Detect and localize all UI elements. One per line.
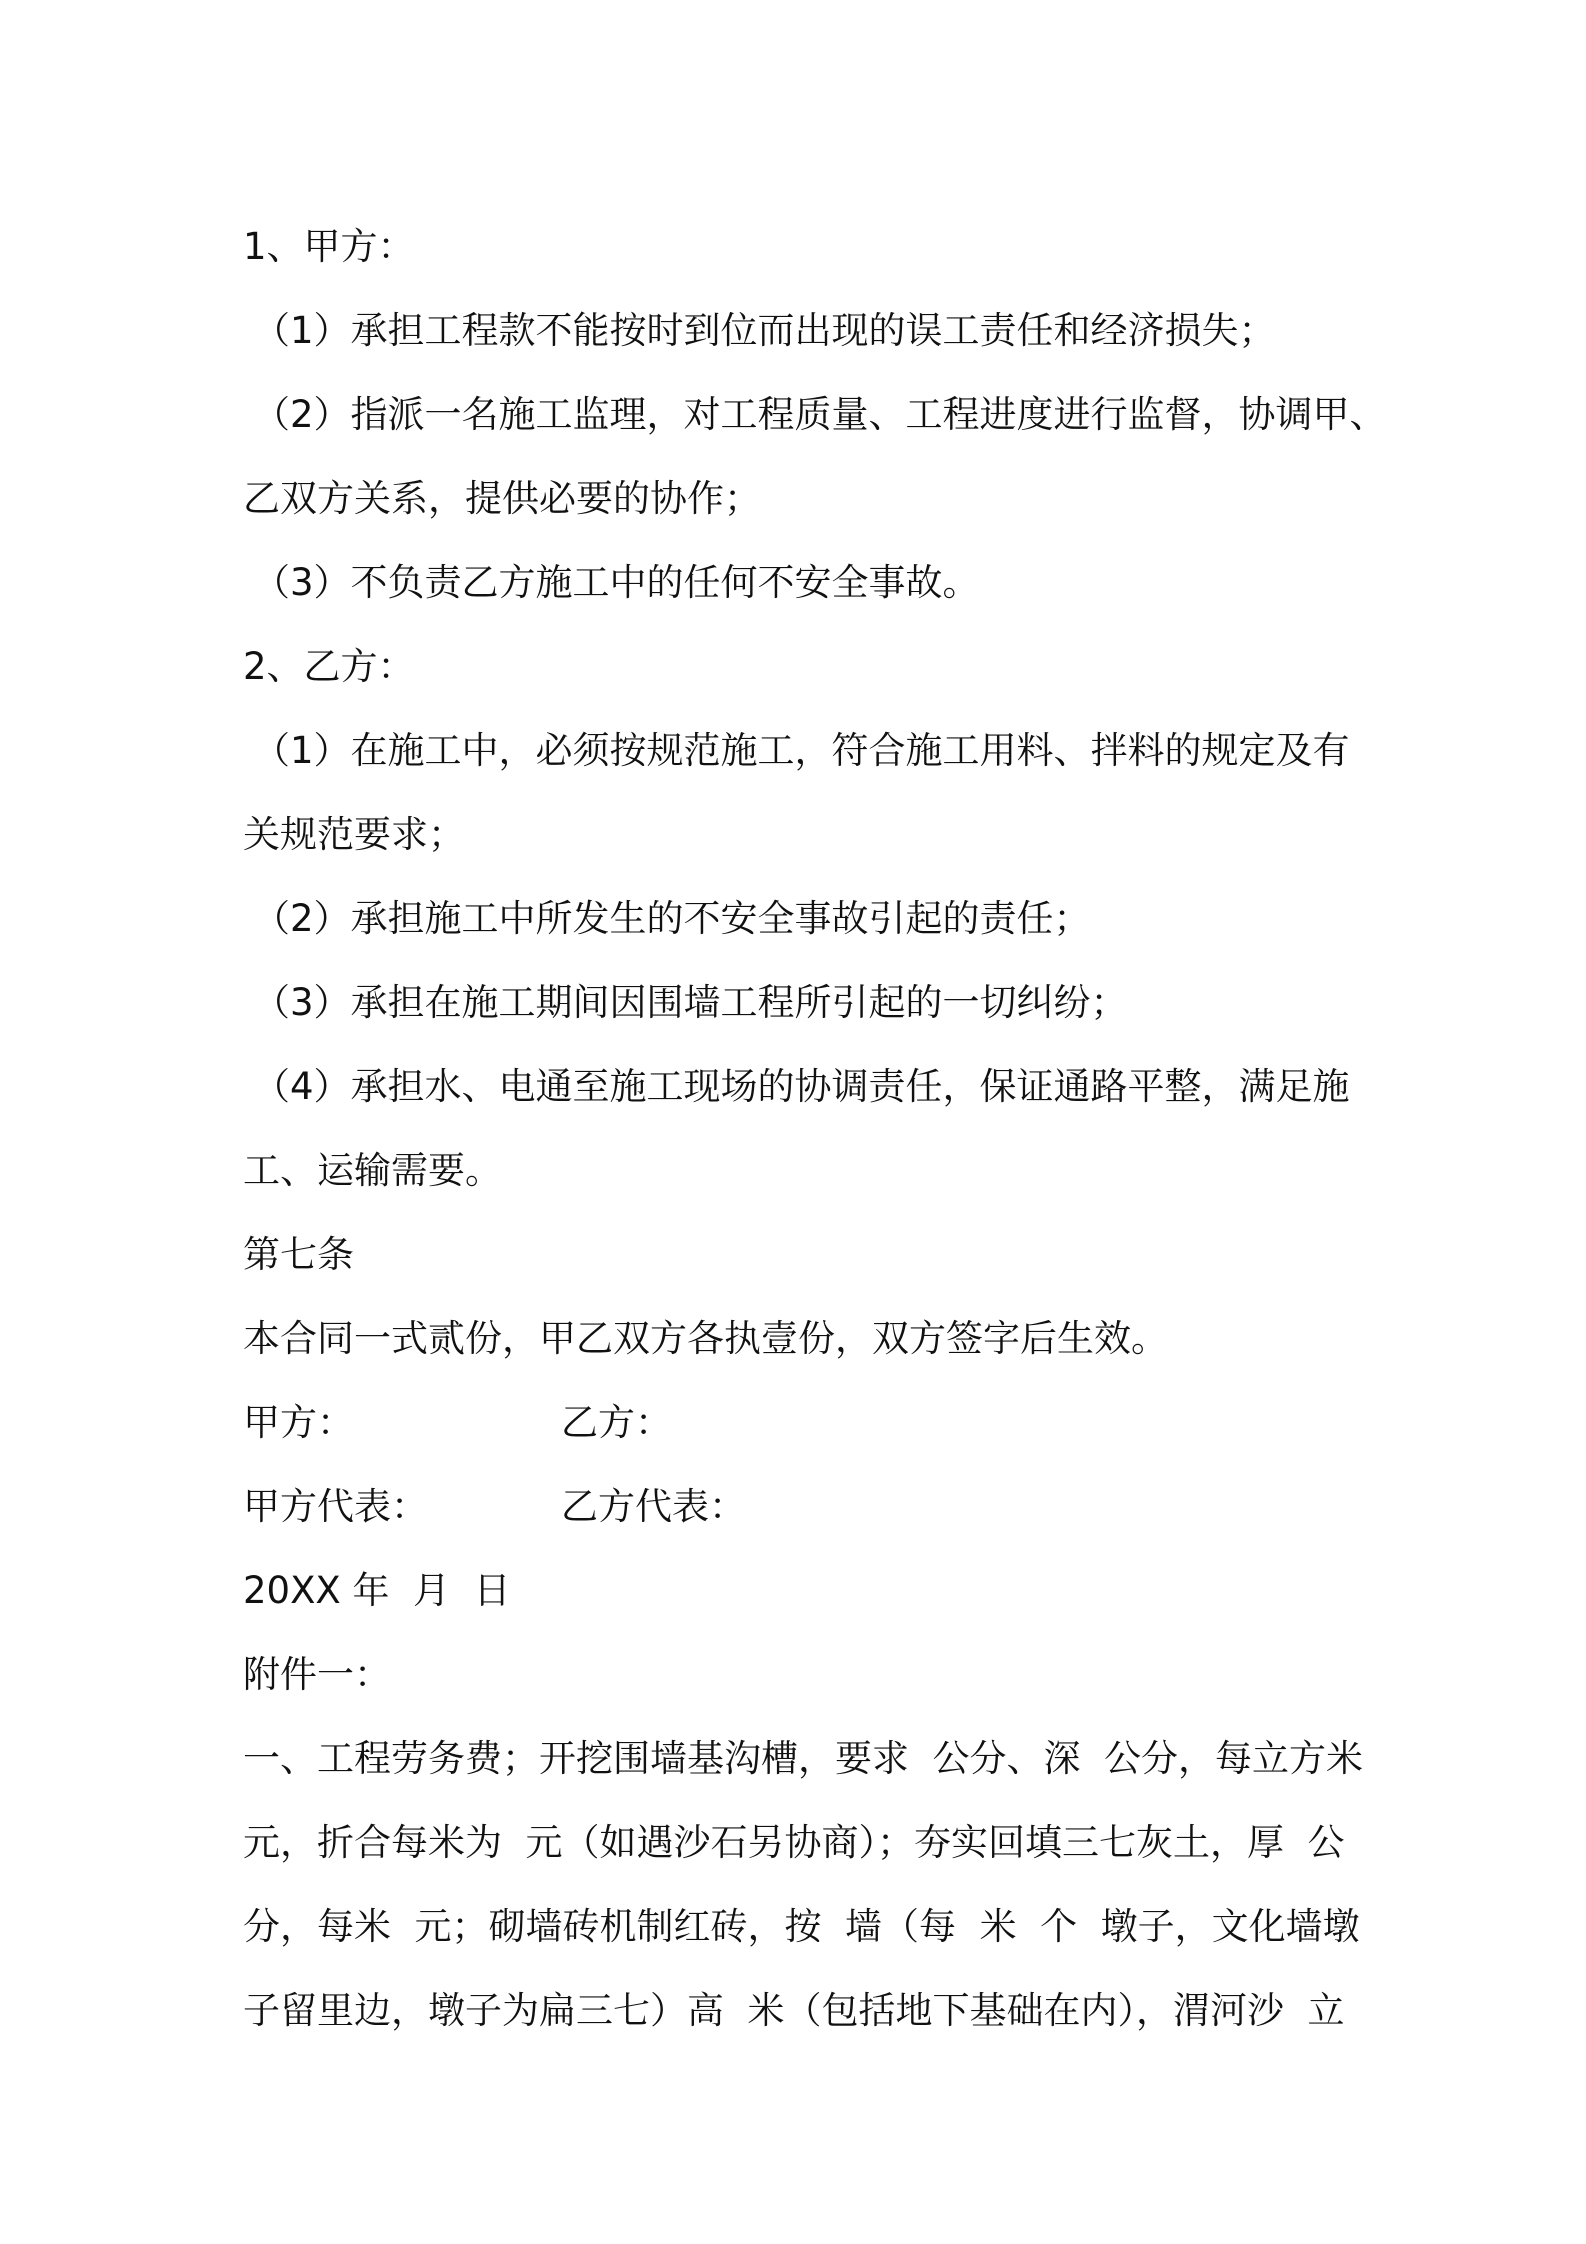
party-a-item-1: （1）承担工程款不能按时到位而出现的误工责任和经济损失；	[253, 309, 1276, 352]
party-a-item-3: （3）不负责乙方施工中的任何不安全事故。	[253, 561, 980, 604]
attachment-heading: 附件一：	[243, 1653, 391, 1696]
party-a-heading: 1、甲方：	[243, 225, 415, 268]
party-b-rep-label: 乙方代表：	[561, 1485, 746, 1528]
party-b-signature-label: 乙方：	[561, 1401, 672, 1444]
article-7-text: 本合同一式贰份，甲乙双方各执壹份，双方签字后生效。	[243, 1317, 1168, 1360]
party-b-item-2: （2）承担施工中所发生的不安全事故引起的责任；	[253, 897, 1091, 940]
attachment-line-1: 一、工程劳务费；开挖围墙基沟槽，要求 公分、深 公分，每立方米	[243, 1737, 1364, 1780]
party-a-signature-label: 甲方：	[243, 1401, 354, 1444]
attachment-line-3: 分，每米 元；砌墙砖机制红砖，按 墙（每 米 个 墩子，文化墙墩	[243, 1905, 1360, 1948]
attachment-line-2: 元，折合每米为 元（如遇沙石另协商）；夯实回填三七灰土，厚 公	[243, 1821, 1345, 1864]
party-b-item-4: （4）承担水、电通至施工现场的协调责任，保证通路平整，满足施	[253, 1065, 1350, 1108]
signature-row-representatives	[243, 1465, 1368, 1549]
party-a-item-2: （2）指派一名施工监理，对工程质量、工程进度进行监督，协调甲、	[253, 393, 1387, 436]
party-a-rep-label: 甲方代表：	[243, 1485, 428, 1528]
party-b-item-3: （3）承担在施工期间因围墙工程所引起的一切纠纷；	[253, 981, 1128, 1024]
article-7-heading: 第七条	[243, 1233, 354, 1276]
document-body	[243, 205, 1387, 2053]
party-b-item-4-cont: 工、运输需要。	[243, 1149, 502, 1192]
party-b-item-1-cont: 关规范要求；	[243, 813, 465, 856]
attachment-line-4: 子留里边，墩子为扁三七）高 米（包括地下基础在内），渭河沙 立	[243, 1989, 1345, 2032]
party-b-item-1: （1）在施工中，必须按规范施工，符合施工用料、拌料的规定及有	[253, 729, 1350, 772]
party-a-item-2-cont: 乙双方关系，提供必要的协作；	[243, 477, 761, 520]
signature-row-parties	[243, 1381, 1368, 1465]
signature-date: 20XX 年 月 日	[243, 1569, 511, 1612]
party-b-heading: 2、乙方：	[243, 645, 415, 688]
